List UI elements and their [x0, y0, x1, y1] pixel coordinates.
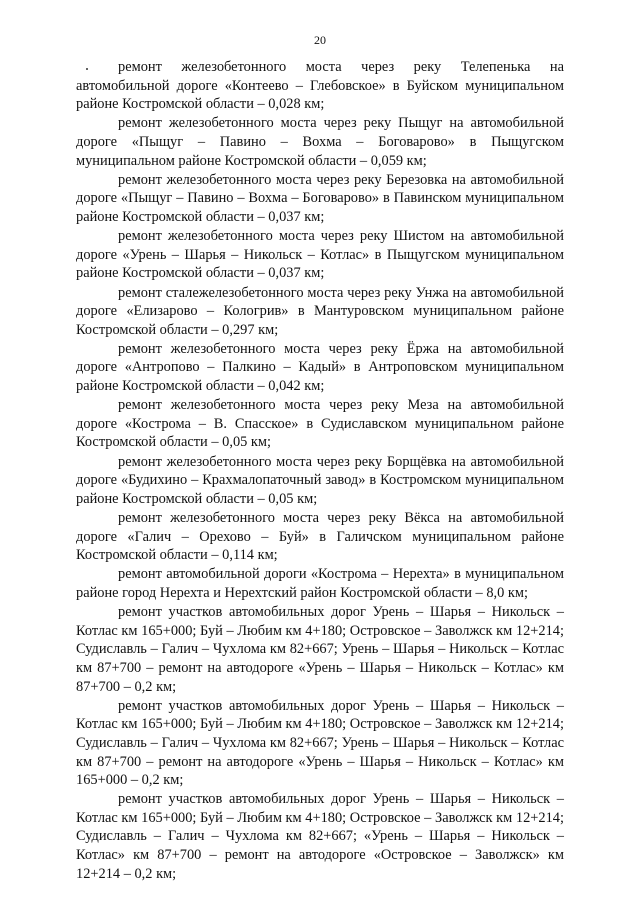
- paragraph: ремонт участков автомобильных дорог Урень – Шарья – Никольск – Котлас км 165+000; Буй – Любим км 4+180; Островское – Заволжск км 12+214; Судиславль – Галич – Чухлома км 82+667; «Урень – Шарья – Никольск – Котлас» км 87+700 – ремонт на автодороге «Островское – Заволжск» км 12+214 – 0,2 км;: [76, 791, 564, 882]
- paragraph: ремонт железобетонного моста через реку Пыщуг на автомобильной дороге «Пыщуг – Павино – Вохма – Боговарово» в Пыщугском муниципальном районе Костромской области – 0,059 км;: [76, 115, 564, 169]
- paragraph: ремонт железобетонного моста через реку Вёкса на автомобильной дороге «Галич – Орехово – Буй» в Галичском муниципальном районе Костромской области – 0,114 км;: [76, 510, 564, 564]
- paragraph: ремонт сталежелезобетонного моста через реку Унжа на автомобильной дороге «Елизарово – Кологрив» в Мантуровском муниципальном районе Костромской области – 0,297 км;: [76, 284, 564, 338]
- paragraph: ремонт железобетонного моста через реку Ёржа на автомобильной дороге «Антропово – Палкино – Кадый» в Антроповском муниципальном районе Костромской области – 0,042 км;: [76, 340, 564, 395]
- paragraph: ремонт железобетонного моста через реку Шистом на автомобильной дороге «Урень – Шарья – Никольск – Котлас» в Пыщугском муниципальном районе Костромской области – 0,037 км;: [76, 228, 564, 282]
- paragraph: ремонт железобетонного моста через реку Березовка на автомобильной дороге «Пыщуг – Павино – Вохма – Боговарово» в Павинском муниципальном районе Костромской области – 0,037 км;: [76, 171, 564, 225]
- document-body: [76, 58, 564, 884]
- paragraph: ремонт железобетонного моста через реку Борщёвка на автомобильной дороге «Будихино – Крахмалопаточный завод» в Костромском муниципальном районе Костромской области – 0,05 км;: [76, 453, 564, 507]
- paragraph: ремонт железобетонного моста через реку Телепенька на автомобильной дороге «Контеево – Глебовское» в Буйском муниципальном районе Костромской области – 0,028 км;: [76, 59, 564, 113]
- page-number: 20: [314, 33, 326, 47]
- paragraph: ремонт автомобильной дороги «Кострома – Нерехта» в муниципальном районе город Нерехта и Нерехтский район Костромской области – 8,0 км;: [76, 566, 564, 601]
- paragraph: ремонт железобетонного моста через реку Меза на автомобильной дороге «Кострома – В. Спасское» в Судиславском муниципальном районе Костромской области – 0,05 км;: [76, 397, 564, 451]
- paragraph: ремонт участков автомобильных дорог Урень – Шарья – Никольск – Котлас км 165+000; Буй – Любим км 4+180; Островское – Заволжск км 12+214; Судиславль – Галич – Чухлома км 82+667; Урень – Шарья – Никольск – Котлас км 87+700 – ремонт на автодороге «Урень – Шарья – Никольск – Котлас» км 165+000 – 0,2 км;: [76, 697, 564, 789]
- paragraph: ремонт участков автомобильных дорог Урень – Шарья – Никольск – Котлас км 165+000; Буй – Любим км 4+180; Островское – Заволжск км 12+214; Судиславль – Галич – Чухлома км 82+667; Урень – Шарья – Никольск – Котлас км 87+700 – ремонт на автодороге «Урень – Шарья – Никольск – Котлас» км 87+700 – 0,2 км;: [76, 604, 564, 695]
